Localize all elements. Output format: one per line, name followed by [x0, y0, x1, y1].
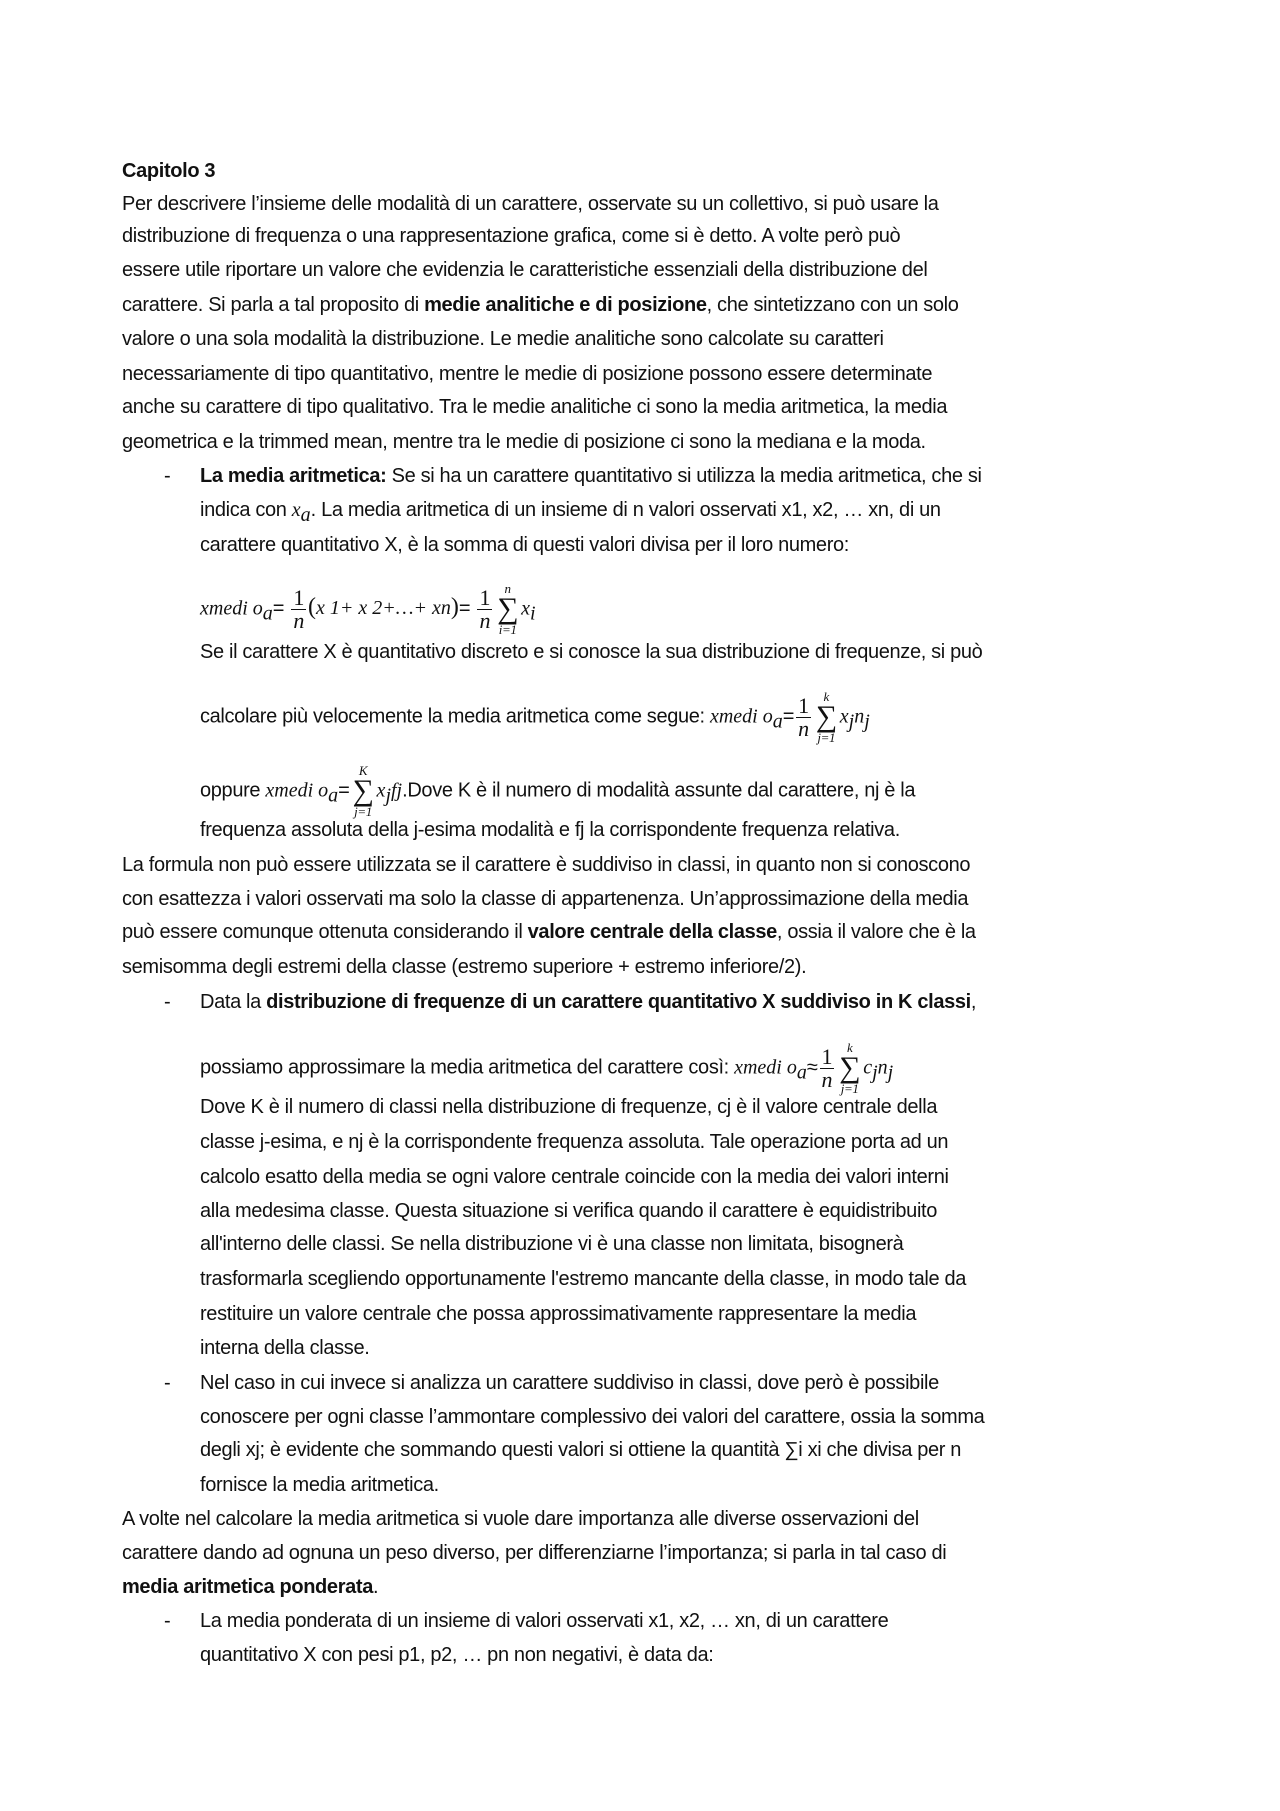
text-line [200, 988, 976, 1016]
math-sub: j [848, 710, 855, 733]
text-line: anche su carattere di tipo qualitativo. Tra le medie analitiche ci sono la media aritmetica, la media [122, 396, 948, 418]
text: . La media aritmetica di un insieme di n valori osservati x1, x2, … xn, di un [310, 499, 941, 521]
text-line: valore o una sola modalità la distribuzione. Le medie analitiche sono calcolate su caratteri [122, 328, 884, 350]
sum-upper: k [823, 689, 829, 704]
text-line: Dove K è il numero di classi nella distribuzione di frequenze, cj è il valore centrale della [200, 1096, 938, 1118]
text: Data la [200, 991, 267, 1013]
heading-text: Capitolo 3 [122, 160, 216, 182]
text-line: geometrica e la trimmed mean, mentre tra le medie di posizione ci sono la mediana e la moda. [122, 431, 926, 453]
text-line [200, 462, 982, 490]
text-line [122, 1573, 378, 1601]
denominator: n [821, 1066, 833, 1092]
text-line: all'interno delle classi. Se nella distribuzione vi è una classe non limitata, bisognerà [200, 1233, 904, 1255]
text: , [970, 991, 977, 1013]
bullet-dash: - [164, 465, 171, 487]
math-sub: a [328, 784, 339, 807]
text-line: alla medesima classe. Questa situazione si verifica quando il carattere è equidistribuito [200, 1200, 938, 1222]
text-line: A volte nel calcolare la media aritmetica si vuole dare importanza alle diverse osservazioni del [122, 1508, 919, 1530]
text: . [373, 1576, 379, 1598]
math-sub: j [385, 784, 391, 807]
math-sub: j [864, 710, 870, 733]
text: , che sintetizzano con un solo [706, 294, 959, 316]
numerator: 1 [821, 1043, 833, 1069]
text-line: Se il carattere X è quantitativo discreto e si conosce la sua distribuzione di frequenze, si può [200, 641, 983, 663]
numerator: 1 [798, 692, 809, 718]
bold-term: valore centrale della classe [527, 921, 777, 943]
text-line: frequenza assoluta della j-esima modalità e fj la corrispondente frequenza relativa. [200, 819, 900, 841]
fraction [477, 584, 492, 633]
math-sub: j [887, 1061, 894, 1084]
bullet-dash: - [164, 991, 171, 1013]
fraction [291, 584, 306, 633]
math-term: n [854, 705, 865, 728]
text-line: Nel caso in cui invece si analizza un carattere suddiviso in classi, dove però è possibile [200, 1372, 939, 1394]
bullet-dash: - [164, 1372, 171, 1394]
text-line: distribuzione di frequenza o una rappresentazione grafica, come si è detto. A volte però può [122, 225, 901, 247]
text-line [200, 1040, 894, 1096]
text-line: semisomma degli estremi della classe (estremo superiore + estremo inferiore/2). [122, 956, 807, 978]
text: oppure [200, 779, 266, 802]
math-lhs: xmedi o [200, 597, 263, 620]
math-sub: i [530, 602, 536, 625]
denominator: n [293, 607, 304, 633]
math-eq: = [458, 597, 471, 620]
text-line: classe j-esima, e nj è la corrispondente frequenza assoluta. Tale operazione porta ad un [200, 1131, 949, 1153]
math-term: x [376, 779, 386, 802]
sum-lower: i=1 [498, 622, 517, 637]
text: indica con [200, 499, 292, 521]
denominator: n [479, 607, 491, 633]
text-line: La media ponderata di un insieme di valori osservati x1, x2, … xn, di un carattere [200, 1610, 889, 1632]
sum-lower: j=1 [354, 804, 372, 819]
math-term: n [877, 1056, 888, 1079]
math-lhs: xmedi o [734, 1056, 797, 1079]
bold-term: distribuzione di frequenze di un carattere quantitativo X suddiviso in K classi [266, 991, 971, 1013]
fraction [820, 1043, 835, 1092]
sum-lower: j=1 [817, 730, 836, 745]
text-line: Per descrivere l’insieme delle modalità di un carattere, osservate su un collettivo, si può usare la [122, 193, 939, 215]
sum-upper: n [504, 581, 511, 596]
math-lhs: xmedi o [265, 779, 329, 802]
fraction [796, 692, 811, 741]
denominator: n [798, 715, 809, 741]
sum-upper: K [358, 763, 368, 778]
numerator: 1 [479, 584, 491, 610]
chapter-heading [122, 157, 215, 185]
text: possiamo approssimare la media aritmetica del carattere così: [200, 1056, 735, 1079]
math-sub: a [262, 602, 273, 625]
text-line: con esattezza i valori osservati ma solo la classe di appartenenza. Un’approssimazione della media [122, 888, 969, 910]
math-term: x [839, 705, 849, 728]
math-lhs: xmedi o [709, 705, 773, 728]
math-approx: ≈ [806, 1056, 818, 1079]
math-sub: j [872, 1061, 878, 1084]
math-sum-terms: x 1+ x 2+…+ xn [315, 597, 451, 620]
text-line [200, 689, 870, 745]
math-x: x [291, 499, 301, 521]
math-sub: a [300, 504, 311, 526]
math-term: fj [391, 779, 403, 802]
bullet-dash: - [164, 1610, 171, 1632]
math-sub: a [772, 710, 783, 733]
sum-lower: j=1 [840, 1081, 859, 1096]
text-line: necessariamente di tipo quantitativo, mentre le medie di posizione possono essere determinate [122, 363, 933, 385]
text-line: calcolo esatto della media se ogni valore centrale coincide con la media dei valori interni [200, 1166, 949, 1188]
math-term: x [521, 597, 531, 620]
bold-term: medie analitiche e di posizione [424, 294, 707, 316]
text-line: interna della classe. [200, 1337, 370, 1359]
text: .Dove K è il numero di modalità assunte dal carattere, nj è la [402, 779, 916, 802]
text-line: trasformarla scegliendo opportunamente l'estremo mancante della classe, in modo tale da [200, 1268, 967, 1290]
math-eq: = [782, 705, 795, 728]
summation: K ∑ j=1 [352, 763, 374, 819]
text-line: essere utile riportare un valore che evidenzia le caratteristiche essenziali della distribuzione del [122, 259, 928, 281]
text: può essere comunque ottenuta considerando il [122, 921, 528, 943]
text-line: quantitativo X con pesi p1, p2, … pn non negativi, è data da: [200, 1644, 714, 1666]
bold-term: media aritmetica ponderata [122, 1576, 373, 1598]
math-term: c [863, 1056, 873, 1079]
summation: k ∑ j=1 [815, 689, 837, 745]
text-line [122, 291, 959, 319]
text-line [122, 918, 976, 946]
summation: n ∑ i=1 [497, 581, 519, 637]
text: Se si ha un carattere quantitativo si utilizza la media aritmetica, che si [386, 465, 982, 487]
text-line: carattere dando ad ognuna un peso diverso, per differenziarne l’importanza; si parla in tal caso di [122, 1542, 947, 1564]
sum-upper: k [846, 1040, 853, 1055]
formula-mean: xmedi $o_a=$ $\frac{1}{n}$ (x 1+ x 2+…+ xn)= $\frac{1}{n}$ n ∑ i=1 $x_i$ [200, 581, 536, 637]
text: calcolare più velocemente la media aritmetica come segue: [200, 705, 710, 728]
summation: k ∑ j=1 [839, 1040, 861, 1096]
math-eq: = [272, 597, 285, 620]
bold-term: La media aritmetica: [200, 465, 387, 487]
math-sub: a [796, 1061, 807, 1084]
text-line [200, 763, 916, 819]
text: , ossia il valore che è la [776, 921, 976, 943]
numerator: 1 [293, 584, 304, 610]
text: carattere. Si parla a tal proposito di [122, 294, 425, 316]
text-line [200, 496, 941, 524]
text-line: conoscere per ogni classe l’ammontare complessivo dei valori del carattere, ossia la somma [200, 1406, 985, 1428]
text-line: La formula non può essere utilizzata se il carattere è suddiviso in classi, in quanto non si conoscono [122, 854, 971, 876]
text-line: fornisce la media aritmetica. [200, 1474, 439, 1496]
text-line: degli xj; è evidente che sommando questi valori si ottiene la quantità ∑i xi che divisa per n [200, 1439, 962, 1461]
math-eq: = [338, 779, 350, 802]
text-line: carattere quantitativo X, è la somma di questi valori divisa per il loro numero: [200, 534, 849, 556]
text-line: restituire un valore centrale che possa approssimativamente rappresentare la media [200, 1303, 917, 1325]
